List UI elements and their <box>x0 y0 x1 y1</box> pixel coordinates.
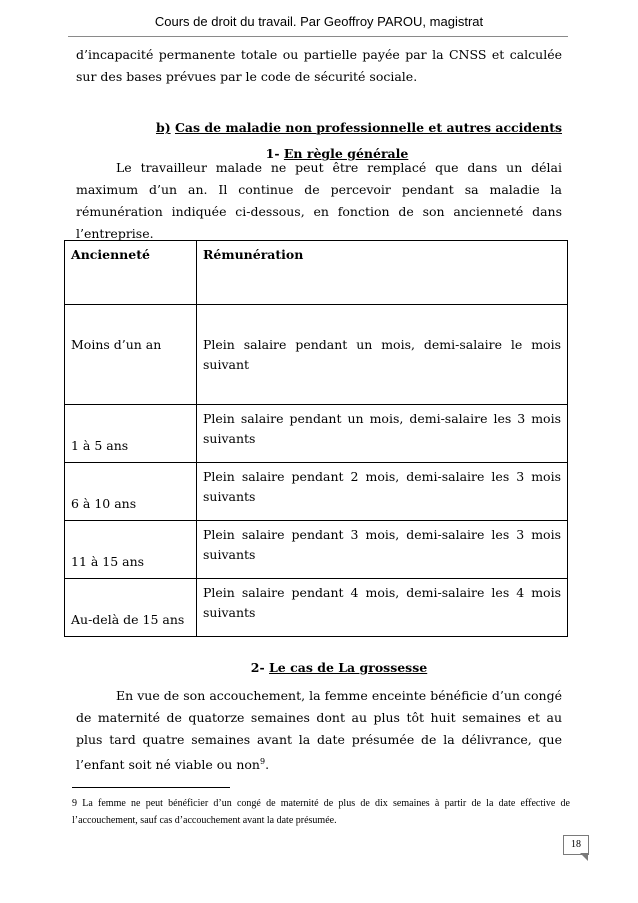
table-row <box>65 305 568 405</box>
page-number: 18 <box>563 835 589 855</box>
subsection-2-number: 2- <box>250 660 265 675</box>
table-row <box>65 579 568 637</box>
subsection-2-title: Le cas de La grossesse <box>269 660 428 675</box>
header-rule <box>68 36 568 37</box>
page-header: Cours de droit du travail. Par Geoffroy PAROU, magistrat <box>154 14 484 29</box>
footnote <box>72 795 570 829</box>
paragraph-pregnancy: En vue de son accouchement, la femme enceinte bénéficie d’un congé de maternité de quatorze semaines dont au plus tôt huit semaines et au plus tard quatre semaines avant la date présumée de la délivrance, que l’enfant soit né viable ou non$^9$. <box>76 688 562 773</box>
footnote-text: La femme ne peut bénéficier d’un congé de maternité de plus de dix semaines à partir de la date effective de l’accouchement, sauf cas d’accouchement avant la date présumée. <box>72 798 570 826</box>
subsection-2-heading <box>20 660 638 675</box>
section-b-title: Cas de maladie non professionnelle et autres accidents <box>174 120 563 135</box>
paragraph-pregnancy-text: En vue de son accouchement, la femme enceinte bénéficie d’un congé de maternité de quatorze semaines dont au plus tôt huit semaines et au plus tard quatre semaines avant la date présumée de la délivrance, que l’enfant soit né viable ou non <box>76 688 562 773</box>
table-cell-anciennete: Moins d’un an <box>65 305 197 405</box>
table-row <box>65 405 568 463</box>
page-number-tab <box>580 853 588 861</box>
footnote-number: 9 <box>72 798 77 809</box>
remuneration-table <box>64 240 568 637</box>
table-header-row <box>65 241 568 305</box>
table-row <box>65 463 568 521</box>
section-b-heading <box>40 120 638 135</box>
table-cell-anciennete: Au-delà de 15 ans <box>65 579 197 637</box>
subsection-1-number: 1- <box>265 146 280 161</box>
table-cell-remuneration: Plein salaire pendant un mois, demi-salaire le mois suivant <box>197 305 568 405</box>
section-b-letter: b) <box>155 120 171 135</box>
table-cell-remuneration: Plein salaire pendant un mois, demi-salaire les 3 mois suivants <box>197 405 568 463</box>
subsection-1-title: En règle générale <box>283 146 409 161</box>
table-cell-anciennete: 6 à 10 ans <box>65 463 197 521</box>
table-cell-remuneration: Plein salaire pendant 4 mois, demi-salaire les 4 mois suivants <box>197 579 568 637</box>
intro-paragraph: d’incapacité permanente totale ou partielle payée par la CNSS et calculée sur des bases prévues par le code de sécurité sociale. <box>76 47 562 84</box>
table-cell-anciennete: 11 à 15 ans <box>65 521 197 579</box>
paragraph-general-rule: Le travailleur malade ne peut être remplacé que dans un délai maximum d’un an. Il continue de percevoir pendant sa maladie la rémunération indiquée ci-dessous, en fonction de son ancienneté dans l’entreprise. <box>76 160 562 241</box>
table-cell-remuneration: Plein salaire pendant 3 mois, demi-salaire les 3 mois suivants <box>197 521 568 579</box>
footnote-separator <box>72 787 230 788</box>
table-cell-remuneration: Plein salaire pendant 2 mois, demi-salaire les 3 mois suivants <box>197 463 568 521</box>
table-header-remuneration: Rémunération <box>197 241 568 305</box>
table-header-anciennete: Ancienneté <box>65 241 197 305</box>
table-row <box>65 521 568 579</box>
footnote-reference[interactable]: 9 <box>259 757 266 766</box>
table-cell-anciennete: 1 à 5 ans <box>65 405 197 463</box>
